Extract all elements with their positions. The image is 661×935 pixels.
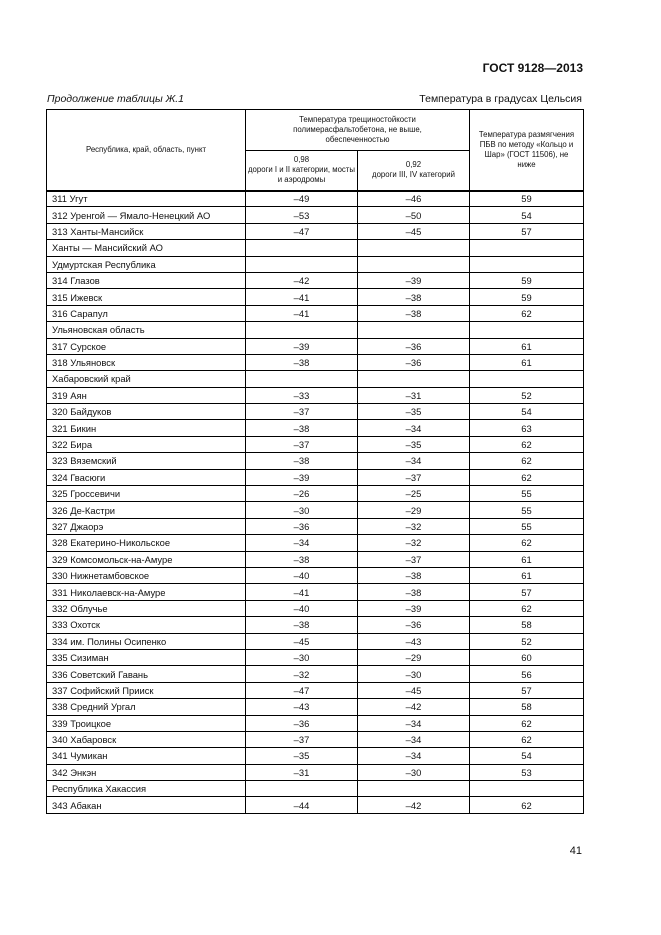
table-row	[47, 256, 584, 272]
cell-temp-098: –36	[246, 715, 358, 731]
header-probability-092-value: 0,92	[405, 160, 422, 170]
cell-softening	[470, 256, 584, 272]
cell-temp-098: –34	[246, 535, 358, 551]
header-crack-resistance: Температура трещиностойкости полимерасфальтобетона, не выше, обеспеченностью	[246, 110, 470, 151]
cell-softening: 59	[470, 191, 584, 207]
table-row	[47, 584, 584, 600]
table-row	[47, 551, 584, 567]
cell-temp-098: –38	[246, 354, 358, 370]
cell-temp-092: –35	[358, 404, 470, 420]
table-row	[47, 731, 584, 747]
cell-temp-098	[246, 781, 358, 797]
cell-temp-098: –40	[246, 567, 358, 583]
cell-location: Ульяновская область	[47, 322, 246, 338]
table-row	[47, 387, 584, 403]
table-row	[47, 617, 584, 633]
cell-softening: 59	[470, 272, 584, 288]
cell-temp-098	[246, 371, 358, 387]
cell-temp-098: –36	[246, 518, 358, 534]
table-row	[47, 223, 584, 239]
cell-temp-092: –34	[358, 453, 470, 469]
cell-location: 321 Бикин	[47, 420, 246, 436]
cell-temp-092: –38	[358, 305, 470, 321]
header-probability-092-roads: дороги III, IV категорий	[372, 170, 455, 180]
cell-softening: 54	[470, 404, 584, 420]
cell-softening: 57	[470, 584, 584, 600]
table-row	[47, 649, 584, 665]
cell-temp-092: –30	[358, 666, 470, 682]
cell-temp-098: –41	[246, 584, 358, 600]
cell-temp-098: –42	[246, 272, 358, 288]
cell-temp-092: –42	[358, 797, 470, 813]
cell-location: 329 Комсомольск-на-Амуре	[47, 551, 246, 567]
cell-softening: 62	[470, 600, 584, 616]
cell-softening: 61	[470, 551, 584, 567]
cell-temp-092: –36	[358, 617, 470, 633]
cell-temp-092: –32	[358, 518, 470, 534]
temperature-table	[46, 109, 584, 814]
cell-location: 319 Аян	[47, 387, 246, 403]
cell-temp-092: –38	[358, 289, 470, 305]
cell-location: 340 Хабаровск	[47, 731, 246, 747]
cell-location: 339 Троицкое	[47, 715, 246, 731]
cell-softening: 63	[470, 420, 584, 436]
cell-temp-092: –43	[358, 633, 470, 649]
cell-softening: 55	[470, 486, 584, 502]
cell-softening: 57	[470, 223, 584, 239]
cell-temp-092: –29	[358, 502, 470, 518]
cell-location: 331 Николаевск-на-Амуре	[47, 584, 246, 600]
table-row	[47, 272, 584, 288]
cell-softening: 62	[470, 715, 584, 731]
table-row	[47, 715, 584, 731]
cell-softening: 55	[470, 518, 584, 534]
table-row	[47, 797, 584, 813]
table-row	[47, 289, 584, 305]
cell-location: 314 Глазов	[47, 272, 246, 288]
cell-location: Хабаровский край	[47, 371, 246, 387]
cell-temp-098: –37	[246, 404, 358, 420]
cell-temp-092: –36	[358, 338, 470, 354]
cell-softening: 52	[470, 633, 584, 649]
header-probability-098	[246, 151, 358, 191]
cell-location: 337 Софийский Прииск	[47, 682, 246, 698]
table-row	[47, 633, 584, 649]
cell-softening: 61	[470, 567, 584, 583]
cell-temp-098: –30	[246, 502, 358, 518]
cell-temp-092	[358, 371, 470, 387]
table-row	[47, 240, 584, 256]
cell-temp-098: –39	[246, 338, 358, 354]
cell-temp-092: –29	[358, 649, 470, 665]
table-row	[47, 666, 584, 682]
cell-softening: 56	[470, 666, 584, 682]
cell-temp-098	[246, 256, 358, 272]
table-row	[47, 748, 584, 764]
table-row	[47, 420, 584, 436]
cell-location: 342 Энкэн	[47, 764, 246, 780]
cell-temp-092	[358, 240, 470, 256]
cell-temp-098: –26	[246, 486, 358, 502]
cell-temp-098	[246, 322, 358, 338]
cell-location: 324 Гвасюги	[47, 469, 246, 485]
cell-temp-092: –25	[358, 486, 470, 502]
cell-location: 315 Ижевск	[47, 289, 246, 305]
header-probability-098-value: 0,98	[293, 155, 310, 165]
cell-softening: 62	[470, 305, 584, 321]
cell-softening: 57	[470, 682, 584, 698]
cell-temp-098: –53	[246, 207, 358, 223]
cell-softening: 61	[470, 354, 584, 370]
cell-temp-092: –32	[358, 535, 470, 551]
cell-temp-092: –46	[358, 191, 470, 207]
cell-temp-098: –33	[246, 387, 358, 403]
cell-softening: 62	[470, 436, 584, 452]
table-header	[47, 110, 584, 191]
cell-location: 341 Чумикан	[47, 748, 246, 764]
cell-softening: 54	[470, 748, 584, 764]
cell-location: Республика Хакассия	[47, 781, 246, 797]
cell-location: 332 Облучье	[47, 600, 246, 616]
cell-location: 320 Байдуков	[47, 404, 246, 420]
cell-temp-098	[246, 240, 358, 256]
cell-location: 325 Гроссевичи	[47, 486, 246, 502]
cell-temp-092: –35	[358, 436, 470, 452]
cell-temp-092: –34	[358, 715, 470, 731]
cell-softening: 53	[470, 764, 584, 780]
cell-location: 318 Ульяновск	[47, 354, 246, 370]
cell-temp-092: –39	[358, 272, 470, 288]
table-row	[47, 600, 584, 616]
cell-temp-098: –38	[246, 453, 358, 469]
cell-temp-092: –36	[358, 354, 470, 370]
units-caption: Температура в градусах Цельсия	[419, 93, 582, 105]
cell-temp-092: –45	[358, 682, 470, 698]
cell-temp-098: –37	[246, 436, 358, 452]
page-number: 41	[569, 845, 582, 857]
table-row	[47, 781, 584, 797]
table-row	[47, 371, 584, 387]
cell-softening: 62	[470, 469, 584, 485]
cell-softening: 62	[470, 453, 584, 469]
table-row	[47, 502, 584, 518]
cell-temp-098: –45	[246, 633, 358, 649]
cell-location: 336 Советский Гавань	[47, 666, 246, 682]
header-softening-point: Температура размягчения ПБВ по методу «Кольцо и Шар» (ГОСТ 11506), не ниже	[470, 110, 584, 191]
table-row	[47, 207, 584, 223]
table-row	[47, 699, 584, 715]
cell-softening: 62	[470, 731, 584, 747]
cell-temp-098: –47	[246, 682, 358, 698]
cell-location: 330 Нижнетамбовское	[47, 567, 246, 583]
cell-temp-098: –30	[246, 649, 358, 665]
cell-location: 327 Джаорэ	[47, 518, 246, 534]
cell-softening	[470, 240, 584, 256]
cell-location: 328 Екатерино-Никольское	[47, 535, 246, 551]
header-probability-098-roads: дороги I и II категории, мосты и аэродромы	[247, 165, 355, 185]
cell-softening: 61	[470, 338, 584, 354]
cell-temp-098: –38	[246, 551, 358, 567]
cell-temp-092: –34	[358, 748, 470, 764]
cell-location: 333 Охотск	[47, 617, 246, 633]
cell-location: 334 им. Полины Осипенко	[47, 633, 246, 649]
cell-softening	[470, 322, 584, 338]
table-row	[47, 436, 584, 452]
table-row	[47, 567, 584, 583]
cell-temp-092: –42	[358, 699, 470, 715]
cell-temp-098: –38	[246, 420, 358, 436]
standard-id: ГОСТ 9128—2013	[482, 61, 583, 75]
cell-temp-092: –34	[358, 731, 470, 747]
header-region: Республика, край, область, пункт	[47, 110, 246, 191]
table-row	[47, 486, 584, 502]
table-row	[47, 322, 584, 338]
cell-softening	[470, 371, 584, 387]
cell-temp-092: –38	[358, 567, 470, 583]
cell-softening: 58	[470, 617, 584, 633]
cell-temp-098: –38	[246, 617, 358, 633]
cell-softening: 52	[470, 387, 584, 403]
cell-temp-092: –50	[358, 207, 470, 223]
cell-location: 312 Уренгой — Ямало-Ненецкий АО	[47, 207, 246, 223]
cell-temp-098: –41	[246, 289, 358, 305]
cell-temp-098: –41	[246, 305, 358, 321]
cell-softening: 60	[470, 649, 584, 665]
cell-location: 335 Сизиман	[47, 649, 246, 665]
cell-location: 322 Бира	[47, 436, 246, 452]
cell-softening	[470, 781, 584, 797]
table-row	[47, 518, 584, 534]
cell-softening: 62	[470, 535, 584, 551]
cell-temp-098: –44	[246, 797, 358, 813]
table-row	[47, 764, 584, 780]
cell-location: 313 Ханты-Мансийск	[47, 223, 246, 239]
cell-temp-092: –31	[358, 387, 470, 403]
table-row	[47, 404, 584, 420]
cell-temp-092: –34	[358, 420, 470, 436]
cell-softening: 55	[470, 502, 584, 518]
cell-temp-092: –38	[358, 584, 470, 600]
cell-temp-098: –35	[246, 748, 358, 764]
cell-softening: 62	[470, 797, 584, 813]
cell-temp-098: –32	[246, 666, 358, 682]
cell-temp-098: –47	[246, 223, 358, 239]
table-row	[47, 338, 584, 354]
table-body	[47, 191, 584, 814]
cell-temp-098: –40	[246, 600, 358, 616]
cell-temp-092	[358, 322, 470, 338]
cell-temp-098: –49	[246, 191, 358, 207]
table-row	[47, 305, 584, 321]
table-row	[47, 354, 584, 370]
table-row	[47, 469, 584, 485]
cell-temp-092: –37	[358, 551, 470, 567]
cell-softening: 58	[470, 699, 584, 715]
cell-location: 338 Средний Ургал	[47, 699, 246, 715]
cell-softening: 54	[470, 207, 584, 223]
cell-location: 323 Вяземский	[47, 453, 246, 469]
table-row	[47, 191, 584, 207]
cell-temp-098: –43	[246, 699, 358, 715]
cell-location: 311 Угут	[47, 191, 246, 207]
cell-location: 326 Де-Кастри	[47, 502, 246, 518]
table-row	[47, 453, 584, 469]
cell-temp-092	[358, 781, 470, 797]
header-probability-092	[358, 151, 470, 191]
cell-temp-092: –45	[358, 223, 470, 239]
cell-temp-098: –37	[246, 731, 358, 747]
cell-softening: 59	[470, 289, 584, 305]
cell-location: 316 Сарапул	[47, 305, 246, 321]
cell-temp-092	[358, 256, 470, 272]
cell-location: 343 Абакан	[47, 797, 246, 813]
cell-location: Удмуртская Республика	[47, 256, 246, 272]
cell-temp-092: –39	[358, 600, 470, 616]
cell-temp-092: –30	[358, 764, 470, 780]
cell-temp-098: –31	[246, 764, 358, 780]
cell-location: 317 Сурское	[47, 338, 246, 354]
table-row	[47, 535, 584, 551]
cell-temp-098: –39	[246, 469, 358, 485]
cell-location: Ханты — Мансийский АО	[47, 240, 246, 256]
table-row	[47, 682, 584, 698]
table-continuation-caption: Продолжение таблицы Ж.1	[47, 93, 184, 105]
cell-temp-092: –37	[358, 469, 470, 485]
